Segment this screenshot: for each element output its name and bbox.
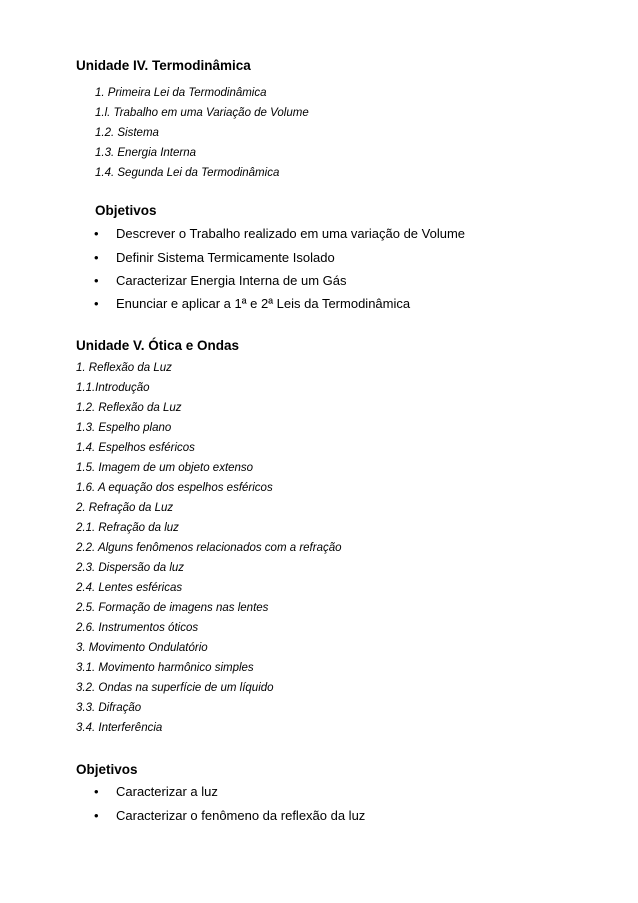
objective-text: Caracterizar Energia Interna de um Gás (116, 273, 347, 288)
unit-5-item: 1. Reflexão da Luz (76, 362, 172, 374)
bullet-icon: • (94, 226, 99, 241)
unit-5-item: 1.4. Espelhos esféricos (76, 442, 195, 454)
unit-5-item: 2. Refração da Luz (76, 502, 174, 514)
unit-5-item: 1.1.Introdução (76, 382, 150, 394)
unit-4-item: 1. Primeira Lei da Termodinâmica (95, 87, 267, 99)
unit-5-item: 3. Movimento Ondulatório (76, 642, 208, 654)
bullet-icon: • (94, 250, 99, 265)
bullet-icon: • (94, 784, 99, 799)
unit-5-item: 1.3. Espelho plano (76, 422, 172, 434)
unit-5-item: 2.2. Alguns fenômenos relacionados com a refração (76, 542, 342, 554)
bullet-icon: • (94, 273, 99, 288)
unit-5-item: 1.2. Reflexão da Luz (76, 402, 182, 414)
objective-text: Definir Sistema Termicamente Isolado (116, 250, 335, 265)
unit-5-title: Unidade V. Ótica e Ondas (76, 338, 240, 353)
unit-5-item: 3.3. Difração (76, 702, 142, 714)
unit-4-item: 1.3. Energia Interna (95, 147, 197, 159)
unit-5-item: 3.1. Movimento harmônico simples (76, 662, 254, 674)
unit-5-item: 2.4. Lentes esféricas (76, 582, 183, 594)
bullet-icon: • (94, 808, 99, 823)
unit-4-item: 1.2. Sistema (95, 127, 159, 139)
unit-5-item: 3.2. Ondas na superfície de um líquido (76, 682, 274, 694)
objective-text: Descrever o Trabalho realizado em uma variação de Volume (116, 226, 466, 241)
objective-text: Caracterizar a luz (116, 784, 218, 799)
unit-5-item: 1.5. Imagem de um objeto extenso (76, 462, 254, 474)
objective-text: Caracterizar o fenômeno da reflexão da luz (116, 808, 366, 823)
unit-4-objectives-title: Objetivos (95, 203, 157, 218)
unit-5-objectives-title: Objetivos (76, 762, 138, 777)
bullet-icon: • (94, 296, 99, 311)
unit-4-item: 1.l. Trabalho em uma Variação de Volume (95, 107, 309, 119)
unit-5-item: 2.1. Refração da luz (76, 522, 179, 534)
unit-5-item: 2.5. Formação de imagens nas lentes (76, 602, 269, 614)
unit-5-item: 2.6. Instrumentos óticos (76, 622, 199, 634)
unit-5-item: 1.6. A equação dos espelhos esféricos (76, 482, 273, 494)
unit-5-item: 3.4. Interferência (76, 722, 163, 734)
unit-5-item: 2.3. Dispersão da luz (76, 562, 185, 574)
unit-4-item: 1.4. Segunda Lei da Termodinâmica (95, 167, 280, 179)
unit-4-title: Unidade IV. Termodinâmica (76, 58, 251, 73)
objective-text: Enunciar e aplicar a 1ª e 2ª Leis da Termodinâmica (116, 296, 411, 311)
